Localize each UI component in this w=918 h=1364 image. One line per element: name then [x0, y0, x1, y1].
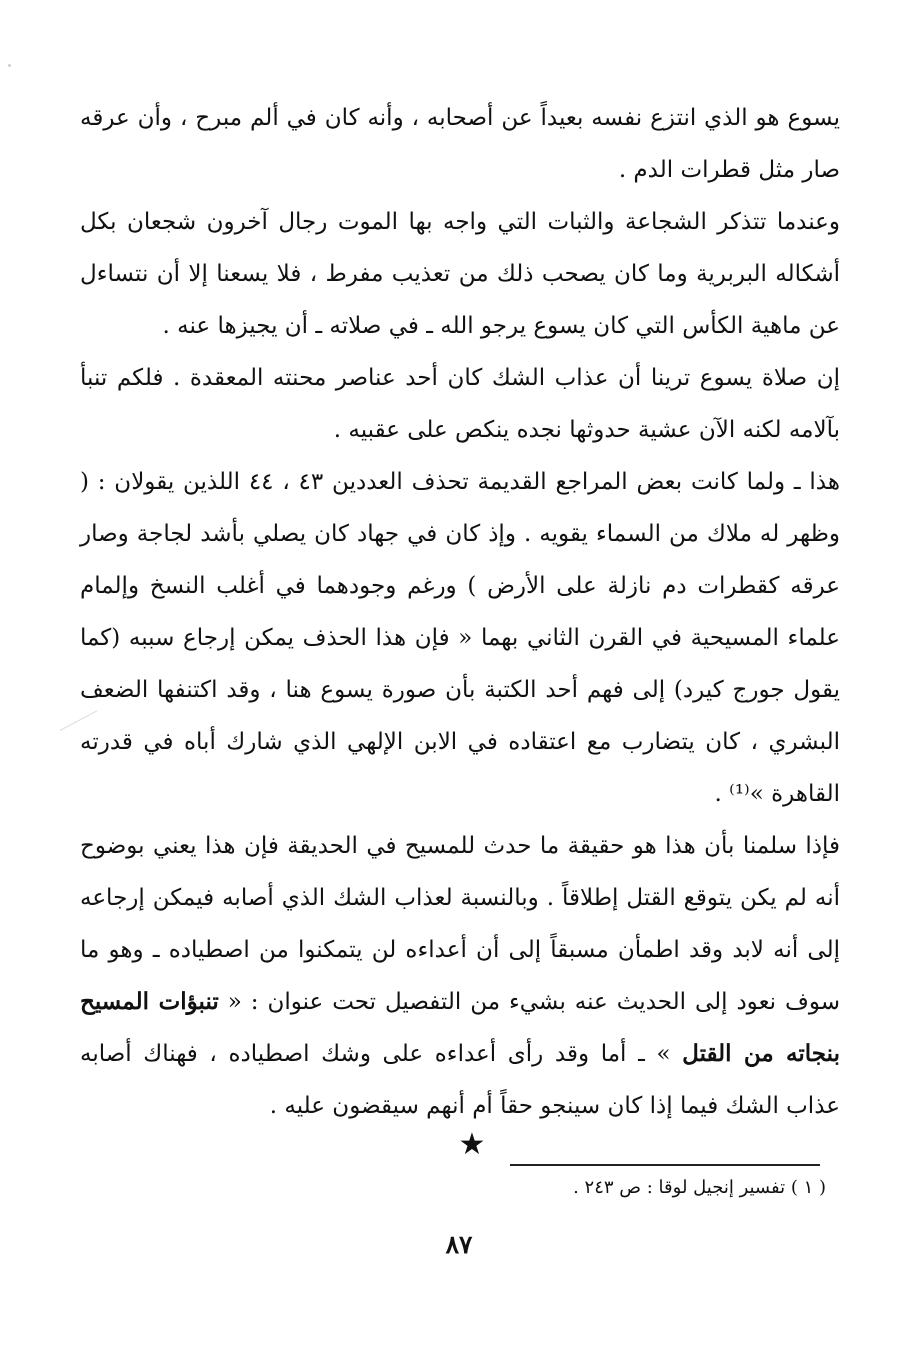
- paragraph-5-part-1: فإذا سلمنا بأن هذا هو حقيقة ما حدث للمسيح في الحديقة فإن هذا يعني بوضوح أنه لم يكن يتوقع القتل إطلاقاً . وبالنسبة لعذاب الشك الذي أصابه فيمكن إرجاعه إلى أنه لابد وقد اطمأن مسبقاً إلى أن أعداءه لن يتمكنوا من اصطياده ـ وهو ما سوف نعود إلى الحديث عنه بشيء من التفصيل تحت عنوان : «: [80, 833, 840, 1015]
- separator-star-icon: ★: [458, 1127, 486, 1162]
- paragraph-4: هذا ـ ولما كانت بعض المراجع القديمة تحذف العددين ٤٣ ، ٤٤ اللذين يقولان : ( وظهر له ملاك من السماء يقويه . وإذ كان في جهاد كان يصلي بأشد لجاجة وصار عرقه كقطرات دم نازلة على الأرض ) ورغم وجودهما في أغلب النسخ وإلمام علماء المسيحية في القرن الثاني بهما « فإن هذا الحذف يمكن إرجاع سببه (كما يقول جورج كيرد) إلى فهم أحد الكتبة بأن صورة يسوع هنا ، وقد اكتنفها الضعف البشري ، كان يتضارب مع اعتقاده في الابن الإلهي الذي شارك أباه في قدرته القاهرة »⁽¹⁾ .: [80, 469, 841, 807]
- main-text: [80, 92, 840, 1132]
- paragraph-5-bold-heading: تنبؤات المسيح بنجاته من القتل: [80, 988, 840, 1067]
- paragraph-3: إن صلاة يسوع ترينا أن عذاب الشك كان أحد عناصر محنته المعقدة . فلكم تنبأ بآلامه لكنه الآن عشية حدوثها نجده ينكص على عقبيه .: [80, 365, 840, 443]
- page-speck: [8, 64, 11, 67]
- page-number: ٨٧: [445, 1230, 473, 1259]
- paragraph-1: يسوع هو الذي انتزع نفسه بعيداً عن أصحابه ، وأنه كان في ألم مبرح ، وأن عرقه صار مثل قطرات الدم .: [80, 105, 840, 183]
- paragraph-5-part-2: » ـ أما وقد رأى أعداءه على وشك اصطياده ، فهناك أصابه عذاب الشك فيما إذا كان سينجو حقاً أم أنهم سيقضون عليه .: [80, 1041, 840, 1119]
- paragraph-5: [80, 820, 840, 1132]
- footnote-divider: [510, 1164, 820, 1166]
- footnote: ( ١ ) تفسير إنجيل لوقا : ص ٢٤٣ .: [573, 1177, 826, 1198]
- paragraph-2: وعندما تتذكر الشجاعة والثبات التي واجه بها الموت رجال آخرون شجعان بكل أشكاله البربرية وما كان يصحب ذلك من تعذيب مفرط ، فلا يسعنا إلا أن نتساءل عن ماهية الكأس التي كان يسوع يرجو الله ـ في صلاته ـ أن يجيزها عنه .: [80, 209, 840, 339]
